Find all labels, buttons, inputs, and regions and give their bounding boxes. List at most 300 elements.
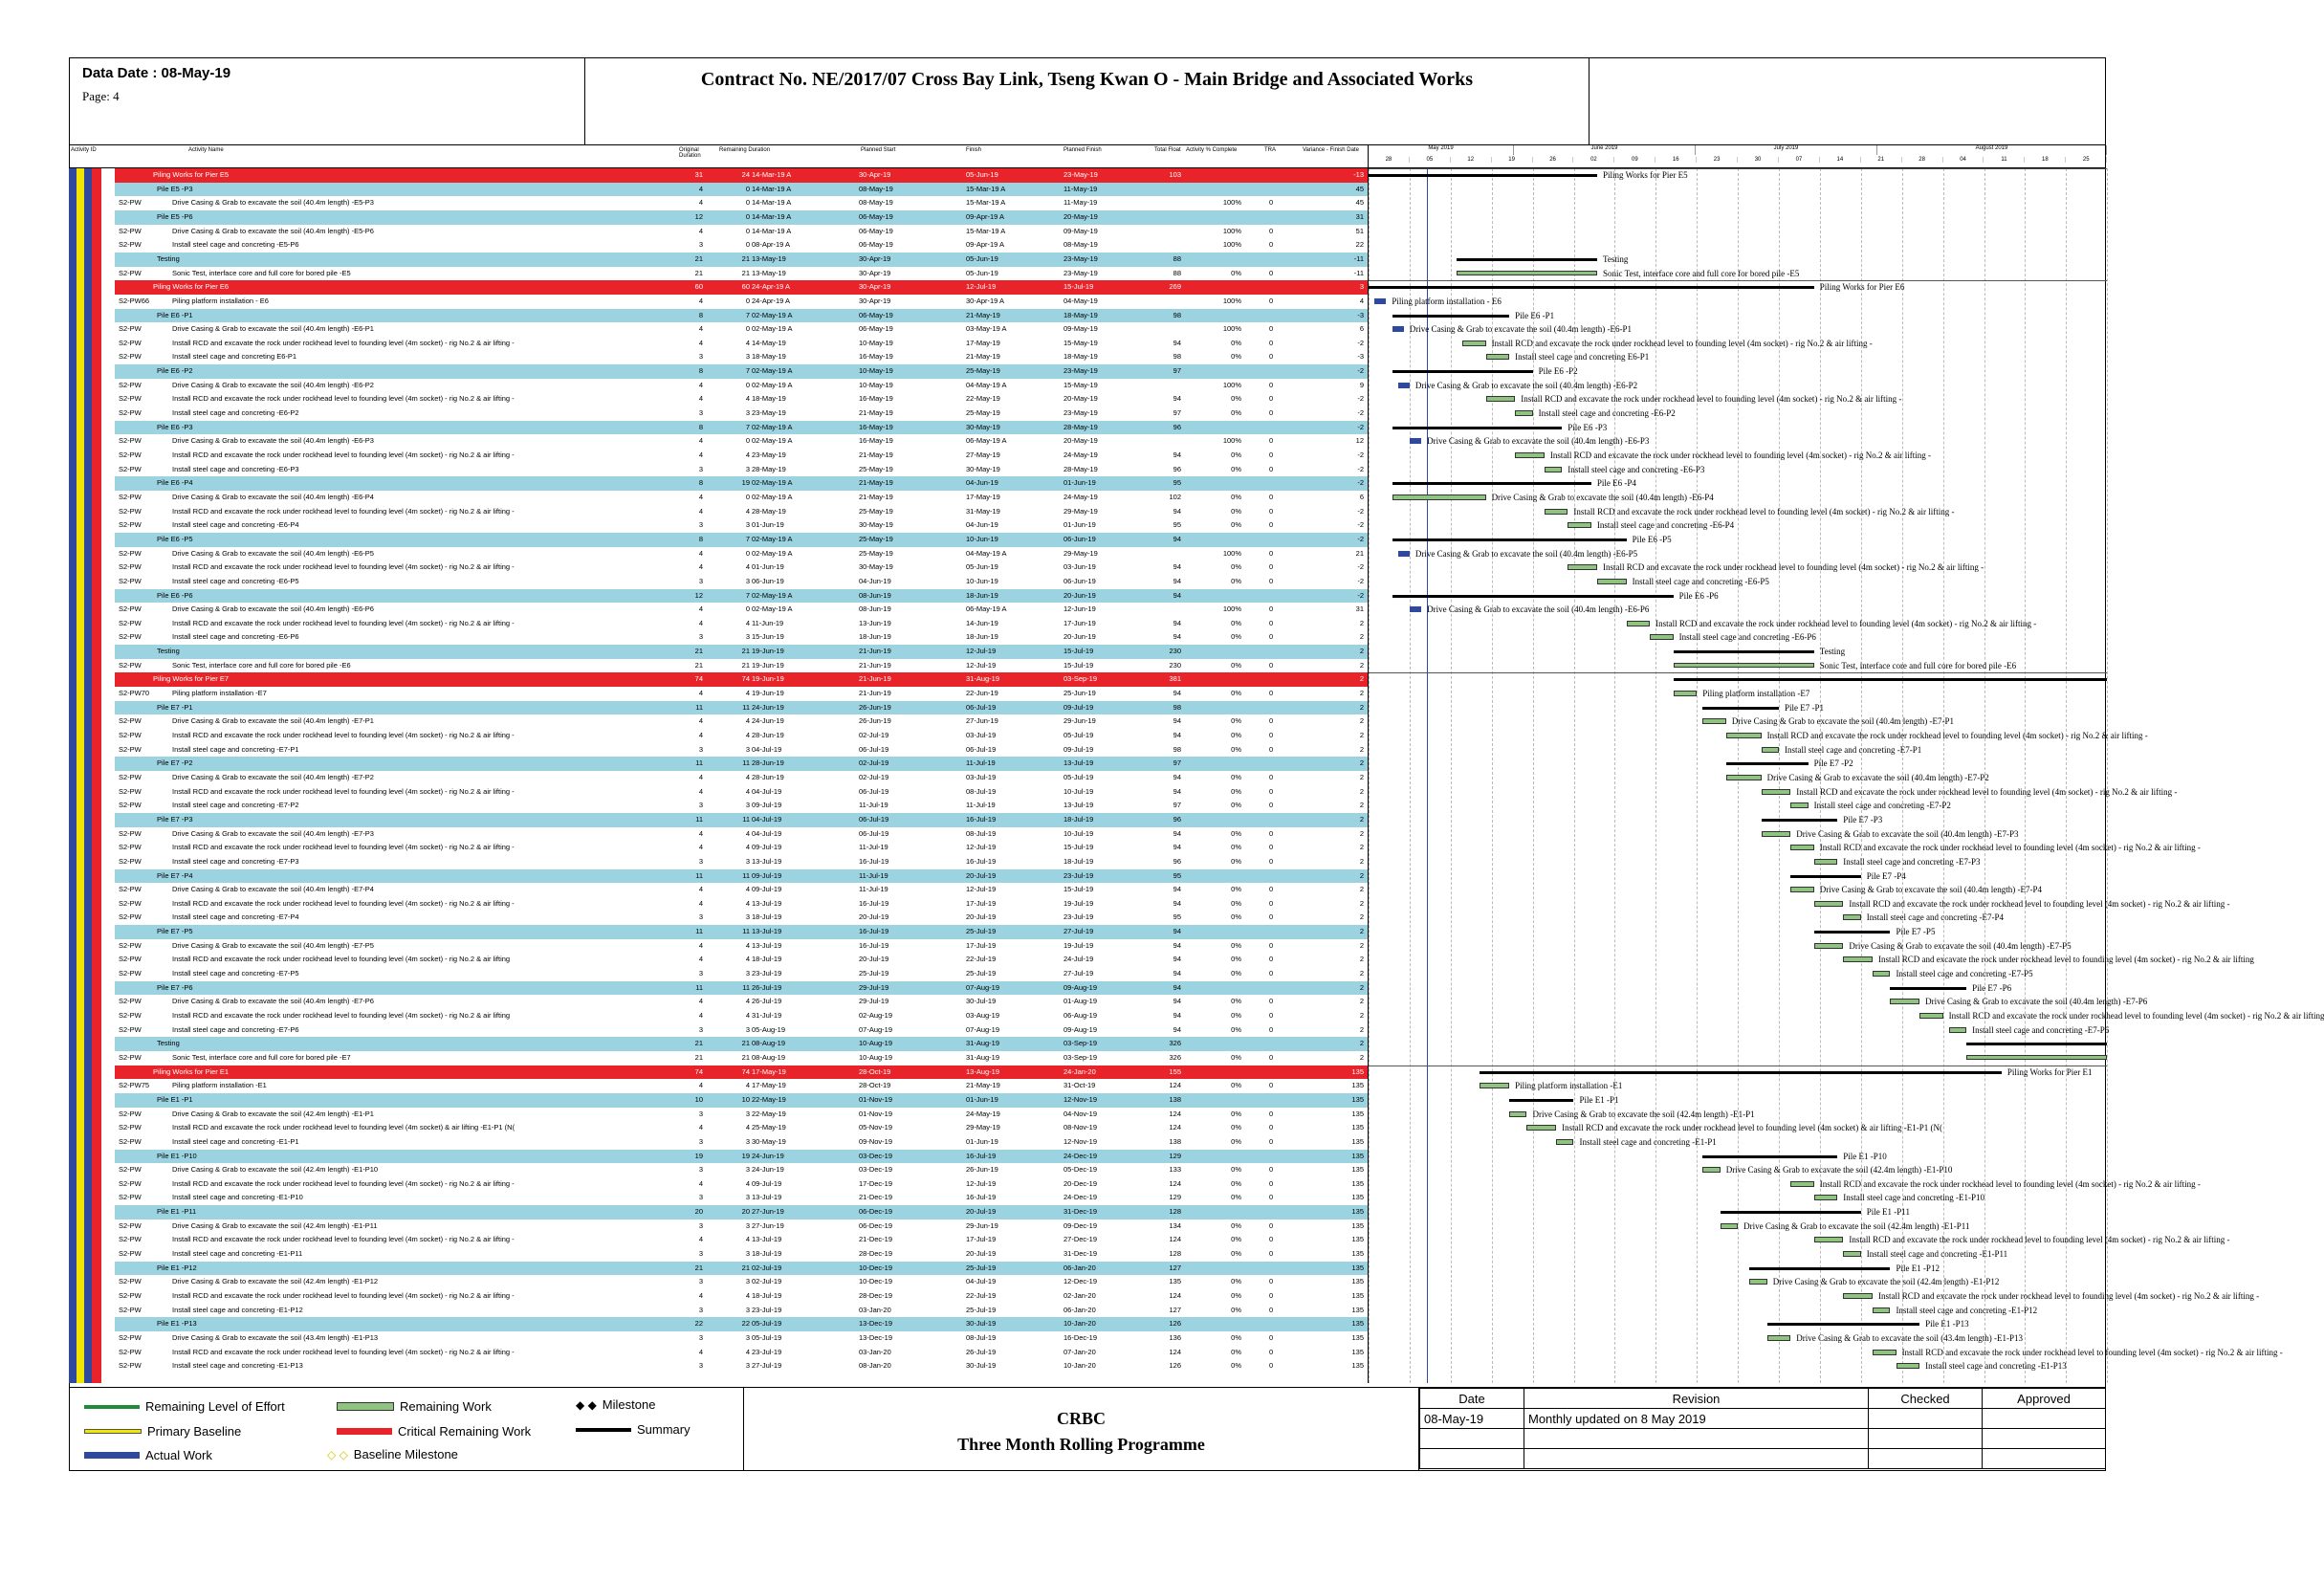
table-row[interactable] [69, 953, 1368, 967]
cell-tf: 133 [1169, 1165, 1181, 1175]
remaining-work-bar[interactable] [1843, 956, 1873, 962]
cell-ps: 21-Jun-19 [859, 660, 891, 670]
summary-bar[interactable] [1369, 174, 1597, 177]
remaining-work-bar[interactable] [1674, 691, 1698, 696]
cell-rd: 3 [745, 1024, 750, 1034]
summary-bar[interactable] [1392, 482, 1591, 485]
table-row[interactable] [69, 1359, 1368, 1373]
table-row[interactable] [69, 771, 1368, 785]
cell-ps: 08-Jun-19 [859, 590, 891, 600]
summary-bar[interactable] [1814, 931, 1891, 934]
cell-fi: 05-Jun-19 [966, 253, 998, 263]
remaining-work-bar[interactable] [1480, 1083, 1509, 1088]
cell-st: 02-May-19 A [752, 604, 793, 614]
cell-st: 19-Jun-19 [752, 674, 784, 684]
cell-rd: 3 [745, 632, 750, 642]
remaining-work-bar[interactable] [1814, 859, 1838, 865]
cell-rd: 4 [745, 828, 750, 838]
table-row[interactable] [69, 196, 1368, 210]
table-row[interactable] [69, 1079, 1368, 1093]
gantt-gridline [1655, 168, 1656, 1383]
wbs-row[interactable] [115, 701, 1368, 715]
remaining-work-bar[interactable] [1896, 1363, 1920, 1369]
remaining-work-bar[interactable] [1702, 718, 1726, 724]
table-row[interactable] [69, 406, 1368, 421]
gantt-bar-label: Piling Works for Pier E6 [1819, 282, 1905, 293]
table-row[interactable] [69, 1191, 1368, 1205]
wbs-row[interactable] [115, 1317, 1368, 1331]
remaining-work-bar[interactable] [1545, 467, 1562, 472]
remaining-work-bar[interactable] [1702, 1167, 1720, 1173]
table-row[interactable] [69, 575, 1368, 589]
gantt-bar-label: Install steel cage and concreting -E7-P1 [1785, 744, 1922, 755]
table-row[interactable] [69, 939, 1368, 954]
cell-st: 06-Jun-19 [752, 576, 784, 585]
cell-id: S2-PW [119, 1305, 142, 1314]
cell-pc: 0% [1231, 744, 1241, 754]
critical-summary-row[interactable] [115, 168, 1368, 183]
week-label: 21 [1861, 157, 1902, 163]
wbs-row[interactable] [115, 309, 1368, 323]
cell-fi: 30-Jul-19 [966, 1361, 997, 1371]
wbs-row[interactable] [115, 1205, 1368, 1219]
remaining-work-bar[interactable] [1515, 452, 1545, 458]
remaining-work-bar[interactable] [1843, 1293, 1873, 1299]
legend-actual-work: Actual Work [84, 1448, 212, 1462]
actual-work-bar[interactable] [1374, 298, 1386, 304]
table-row[interactable] [69, 267, 1368, 281]
cell-id: S2-PW [119, 731, 142, 739]
table-row[interactable] [69, 1121, 1368, 1135]
cell-tf: 98 [1173, 310, 1181, 319]
legend-summary: Summary [576, 1422, 691, 1437]
cell-pf: 06-Jan-20 [1063, 1305, 1096, 1314]
table-row[interactable] [69, 491, 1368, 505]
table-row[interactable] [69, 827, 1368, 842]
summary-bar[interactable] [1392, 427, 1563, 429]
remaining-work-bar[interactable] [1814, 943, 1844, 949]
remaining-work-bar[interactable] [1767, 1335, 1791, 1341]
summary-bar[interactable] [1966, 1043, 2107, 1045]
remaining-work-bar[interactable] [1790, 1181, 1814, 1187]
table-row[interactable] [69, 337, 1368, 351]
cell-id: S2-PW [119, 338, 142, 347]
wbs-row[interactable] [115, 925, 1368, 939]
rev-header-date: Date [1420, 1389, 1524, 1409]
week-label: 12 [1451, 157, 1492, 163]
remaining-work-bar[interactable] [1814, 901, 1844, 907]
summary-bar[interactable] [1790, 875, 1861, 878]
header-info [69, 57, 585, 145]
cell-name: Install RCD and excavate the rock under rockhead level to founding level (4m socket) - rig No.2 & air lifting - [172, 898, 515, 908]
table-row[interactable] [69, 617, 1368, 631]
table-row[interactable] [69, 1135, 1368, 1150]
cell-var: -2 [1357, 506, 1364, 516]
table-row[interactable] [69, 225, 1368, 239]
cell-pf: 01-Aug-19 [1063, 997, 1098, 1006]
cell-pf: 05-Jul-19 [1063, 772, 1094, 781]
cell-pf: 09-Dec-19 [1063, 1220, 1098, 1230]
cell-rd: 0 [745, 211, 750, 221]
cell-od: 8 [698, 478, 703, 488]
cell-od: 4 [698, 380, 703, 389]
table-row[interactable] [69, 547, 1368, 561]
cell-rd: 4 [745, 843, 750, 852]
summary-bar[interactable] [1890, 987, 1966, 990]
cell-id: S2-PW [119, 562, 142, 572]
table-row[interactable] [69, 463, 1368, 477]
cell-pf: 23-Jul-19 [1063, 912, 1094, 922]
cell-tra: 0 [1269, 1109, 1274, 1118]
cell-var: 2 [1359, 1011, 1364, 1020]
cell-pf: 24-May-19 [1063, 450, 1098, 459]
wbs-row[interactable] [115, 589, 1368, 604]
table-row[interactable] [69, 659, 1368, 673]
cell-id: S2-PW66 [119, 296, 150, 305]
remaining-work-bar[interactable] [1674, 663, 1814, 668]
remaining-work-bar[interactable] [1790, 887, 1814, 892]
remaining-work-bar[interactable] [1509, 1111, 1526, 1117]
table-row[interactable] [69, 687, 1368, 701]
cell-rd: 0 [745, 184, 750, 193]
actual-work-bar[interactable] [1398, 551, 1410, 557]
table-row[interactable] [69, 560, 1368, 575]
table-row[interactable] [69, 1219, 1368, 1234]
table-row[interactable] [69, 883, 1368, 897]
actual-work-bar[interactable] [1410, 438, 1421, 444]
table-row[interactable] [69, 1108, 1368, 1122]
wbs-row[interactable] [115, 533, 1368, 547]
cell-id: S2-PW70 [119, 689, 150, 698]
cell-od: 3 [698, 1193, 703, 1202]
table-row[interactable] [69, 630, 1368, 645]
week-label: 25 [2066, 157, 2107, 163]
table-row[interactable] [69, 995, 1368, 1009]
remaining-work-bar[interactable] [1814, 1237, 1844, 1242]
cell-rd: 0 [745, 436, 750, 446]
cell-pf: 24-Jan-20 [1063, 1066, 1096, 1076]
summary-bar[interactable] [1392, 370, 1533, 373]
remaining-work-bar[interactable] [1486, 396, 1516, 402]
cell-tf: 230 [1169, 647, 1181, 656]
summary-bar[interactable] [1762, 819, 1838, 822]
cell-ps: 25-May-19 [859, 548, 893, 558]
wbs-row[interactable] [115, 813, 1368, 827]
cell-pc: 0% [1231, 898, 1241, 908]
remaining-work-bar[interactable] [1762, 747, 1779, 753]
wbs-row[interactable] [115, 476, 1368, 491]
cell-tra: 0 [1269, 1081, 1274, 1090]
wbs-row[interactable] [115, 183, 1368, 197]
remaining-work-bar[interactable] [1762, 789, 1791, 795]
cell-rd: 10 [741, 1094, 750, 1104]
remaining-work-bar[interactable] [1462, 341, 1486, 346]
table-row[interactable] [69, 1163, 1368, 1177]
summary-bar[interactable] [1392, 538, 1627, 541]
gantt-gridline [1492, 168, 1493, 1383]
wbs-row[interactable] [115, 253, 1368, 267]
cell-od: 4 [698, 716, 703, 726]
cell-tf: 97 [1173, 408, 1181, 418]
gantt-bar-label: Pile E1 -P12 [1896, 1263, 1940, 1273]
cell-ps: 08-May-19 [859, 184, 893, 193]
cell-st: 02-May-19 A [752, 534, 793, 543]
cell-fi: 31-Aug-19 [966, 1052, 1000, 1062]
table-row[interactable] [69, 1275, 1368, 1289]
remaining-work-bar[interactable] [1726, 733, 1762, 738]
cell-pf: 23-May-19 [1063, 268, 1098, 277]
cell-fi: 16-Jul-19 [966, 1151, 997, 1160]
gantt-bar-label: Drive Casing & Grab to excavate the soil (43.4m length) -E1-P13 [1796, 1332, 2023, 1343]
remaining-work-bar[interactable] [1873, 971, 1890, 977]
gantt-bar-label: Install steel cage and concreting -E1-P13 [1925, 1361, 2067, 1372]
table-row[interactable] [69, 392, 1368, 406]
table-row[interactable] [69, 1304, 1368, 1318]
cell-pc: 100% [1222, 198, 1241, 208]
table-row[interactable] [69, 841, 1368, 855]
remaining-work-bar[interactable] [1457, 271, 1597, 275]
cell-st: 04-Jul-19 [752, 786, 782, 796]
cell-var: -3 [1357, 310, 1364, 319]
cell-tf: 135 [1169, 1277, 1181, 1286]
wbs-row[interactable] [115, 981, 1368, 996]
cell-tf: 269 [1169, 282, 1181, 292]
cell-st: 11-Jun-19 [752, 618, 784, 627]
remaining-work-bar[interactable] [1919, 1013, 1943, 1019]
table-row[interactable] [69, 1051, 1368, 1066]
remaining-work-bar[interactable] [1556, 1139, 1573, 1145]
cell-od: 4 [698, 1011, 703, 1020]
gantt-bar-label: Drive Casing & Grab to excavate the soil (40.4m length) -E7-P5 [1849, 940, 2072, 951]
cell-pc: 0% [1231, 955, 1241, 964]
cell-id: S2-PW [119, 604, 142, 614]
table-row[interactable] [69, 714, 1368, 729]
cell-rd: 11 [742, 927, 750, 936]
cell-st: 22-May-19 [752, 1109, 786, 1118]
table-row[interactable] [69, 785, 1368, 800]
cell-id: S2-PW [119, 408, 142, 418]
table-row[interactable] [69, 1331, 1368, 1346]
cell-ps: 29-Jul-19 [859, 997, 889, 1006]
gantt-bar-label: Drive Casing & Grab to excavate the soil (40.4m length) -E6-P3 [1427, 436, 1650, 447]
gantt-bar-label: Install RCD and excavate the rock under rockhead level to founding level (4m socket) - rig No.2 & air lifting - [1796, 786, 2178, 797]
remaining-work-bar[interactable] [1392, 494, 1486, 500]
table-row[interactable] [69, 350, 1368, 364]
table-row[interactable] [69, 449, 1368, 463]
remaining-work-bar[interactable] [1873, 1307, 1890, 1313]
critical-summary-row[interactable] [115, 280, 1368, 295]
table-row[interactable] [69, 434, 1368, 449]
cell-id: S2-PW [119, 436, 142, 446]
cell-ps: 06-May-19 [859, 324, 893, 334]
table-row[interactable] [69, 967, 1368, 981]
actual-work-bar[interactable] [1392, 326, 1404, 332]
remaining-work-bar[interactable] [1966, 1055, 2107, 1060]
summary-bar[interactable] [1457, 258, 1597, 261]
timeline-header [1368, 145, 2106, 168]
summary-bar[interactable] [1721, 1211, 1861, 1214]
gantt-bar-label: Install steel cage and concreting -E7-P2 [1813, 801, 1951, 811]
cell-fi: 04-May-19 A [966, 380, 1007, 389]
table-row[interactable] [69, 1023, 1368, 1038]
cell-rd: 4 [745, 955, 750, 964]
cell-pc: 100% [1222, 240, 1241, 250]
cell-fi: 06-Jul-19 [966, 744, 997, 754]
table-row[interactable] [69, 238, 1368, 253]
cell-var: 2 [1359, 744, 1364, 754]
cell-fi: 30-Jul-19 [966, 997, 997, 1006]
remaining-work-bar[interactable] [1526, 1125, 1556, 1131]
table-row[interactable] [69, 1233, 1368, 1247]
cell-pf: 19-Jul-19 [1063, 940, 1094, 950]
remaining-work-bar[interactable] [1721, 1223, 1738, 1229]
cell-ps: 03-Jan-20 [859, 1305, 891, 1314]
cell-fi: 30-May-19 [966, 422, 1000, 431]
table-row[interactable] [69, 855, 1368, 869]
cell-ps: 10-May-19 [859, 380, 893, 389]
table-row[interactable] [69, 1346, 1368, 1360]
remaining-work-bar[interactable] [1515, 410, 1532, 416]
summary-bar[interactable] [1726, 762, 1809, 765]
cell-st: 13-Jul-19 [752, 927, 782, 936]
table-row[interactable] [69, 911, 1368, 925]
wbs-row[interactable] [115, 364, 1368, 379]
remaining-work-bar[interactable] [1890, 999, 1919, 1004]
gantt-bar-label: Drive Casing & Grab to excavate the soil (42.4m length) -E1-P12 [1772, 1277, 2000, 1287]
programme-name: Three Month Rolling Programme [957, 1435, 1205, 1454]
summary-bar[interactable] [1674, 650, 1814, 653]
cell-pf: 29-May-19 [1063, 506, 1098, 516]
summary-bar[interactable] [1369, 286, 1814, 289]
cell-tf: 96 [1173, 856, 1181, 866]
table-row[interactable] [69, 729, 1368, 743]
remaining-work-bar[interactable] [1568, 522, 1591, 528]
gantt-bar-label: Install RCD and excavate the rock under rockhead level to founding level (4m socket) - rig No.2 & air lifting - [1521, 394, 1902, 405]
table-row[interactable] [69, 603, 1368, 617]
remaining-work-bar[interactable] [1762, 831, 1791, 837]
remaining-work-bar[interactable] [1545, 509, 1568, 515]
wbs-row[interactable] [115, 1262, 1368, 1276]
cell-pf: 12-Nov-19 [1063, 1136, 1098, 1146]
table-row[interactable] [69, 505, 1368, 519]
cell-tra: 0 [1269, 856, 1274, 866]
cell-tf: 94 [1173, 394, 1181, 404]
cell-id: S2-PW [119, 240, 142, 250]
cell-id: S2-PW [119, 226, 142, 235]
gantt-bar-label: Pile E6 -P1 [1515, 310, 1555, 320]
cell-fi: 08-Jul-19 [966, 828, 997, 838]
week-label: 14 [1820, 157, 1861, 163]
cell-od: 11 [695, 927, 703, 936]
summary-bar[interactable] [1702, 707, 1779, 710]
remaining-work-bar[interactable] [1843, 1251, 1860, 1257]
remaining-work-bar[interactable] [1790, 802, 1808, 808]
table-row[interactable] [69, 322, 1368, 337]
cell-st: 02-May-19 A [752, 436, 793, 446]
actual-work-bar[interactable] [1398, 383, 1410, 388]
cell-ps: 30-Apr-19 [859, 170, 891, 179]
remaining-work-bar[interactable] [1749, 1279, 1766, 1285]
cell-ps: 30-May-19 [859, 562, 893, 572]
remaining-work-bar[interactable] [1814, 1195, 1838, 1200]
cell-pc: 0% [1231, 576, 1241, 585]
critical-summary-row[interactable] [115, 1066, 1368, 1080]
summary-bar[interactable] [1767, 1323, 1919, 1326]
table-row[interactable] [69, 897, 1368, 912]
actual-work-bar[interactable] [1410, 606, 1421, 612]
table-row[interactable] [69, 518, 1368, 533]
table-row[interactable] [69, 799, 1368, 813]
cell-pf: 24-May-19 [1063, 492, 1098, 501]
remaining-work-bar[interactable] [1873, 1350, 1896, 1355]
cell-name: Install RCD and excavate the rock under rockhead level to founding level (4m socket) - rig No.2 & air lifting - [172, 562, 515, 572]
summary-bar[interactable] [1509, 1099, 1573, 1102]
cell-pf: 03-Sep-19 [1063, 674, 1098, 684]
summary-bar[interactable] [1674, 678, 2107, 681]
gantt-bar-label: Install steel cage and concreting -E6-P2 [1538, 408, 1676, 419]
summary-bar[interactable] [1480, 1071, 2001, 1074]
summary-bar[interactable] [1392, 315, 1510, 318]
wbs-row[interactable] [115, 1093, 1368, 1108]
wbs-row[interactable] [115, 210, 1368, 225]
remaining-work-bar[interactable] [1597, 579, 1627, 584]
cell-st: 13-Jul-19 [752, 1235, 782, 1244]
cell-pf: 29-Jun-19 [1063, 716, 1096, 726]
remaining-work-bar[interactable] [1650, 634, 1674, 640]
wbs-row[interactable] [115, 1037, 1368, 1051]
cell-ps: 06-May-19 [859, 240, 893, 250]
remaining-work-bar[interactable] [1790, 845, 1814, 850]
remaining-work-bar[interactable] [1843, 914, 1860, 920]
wbs-row[interactable] [115, 869, 1368, 884]
wbs-row[interactable] [115, 757, 1368, 771]
summary-bar[interactable] [1392, 595, 1674, 598]
cell-st: 02-May-19 A [752, 324, 793, 334]
table-row[interactable] [69, 1177, 1368, 1192]
wbs-row[interactable] [115, 421, 1368, 435]
cell-st: 02-Jul-19 [752, 1263, 782, 1272]
table-row[interactable] [69, 379, 1368, 393]
summary-bar[interactable] [1702, 1155, 1837, 1158]
remaining-work-bar[interactable] [1949, 1027, 1966, 1033]
wbs-row[interactable] [115, 1150, 1368, 1164]
table-row[interactable] [69, 1247, 1368, 1262]
cell-tf: 94 [1173, 1011, 1181, 1020]
cell-ps: 16-Jul-19 [859, 856, 889, 866]
remaining-work-bar[interactable] [1627, 621, 1651, 626]
cell-pf: 27-Dec-19 [1063, 1235, 1098, 1244]
cell-tra: 0 [1269, 744, 1274, 754]
table-row[interactable] [69, 743, 1368, 758]
remaining-work-bar[interactable] [1486, 354, 1510, 360]
wbs-row[interactable] [115, 645, 1368, 659]
cell-tf: 124 [1169, 1347, 1181, 1356]
remaining-work-bar[interactable] [1568, 564, 1597, 570]
remaining-work-bar[interactable] [1726, 775, 1762, 780]
cell-st: 28-Jun-19 [752, 731, 784, 739]
table-row[interactable] [69, 1009, 1368, 1023]
table-row[interactable] [69, 295, 1368, 309]
critical-summary-row[interactable] [115, 672, 1368, 687]
summary-bar[interactable] [1749, 1267, 1890, 1270]
cell-var: 6 [1359, 324, 1364, 334]
cell-tf: 124 [1169, 1235, 1181, 1244]
cell-var: -2 [1357, 576, 1364, 585]
cell-ps: 25-Jul-19 [859, 969, 889, 978]
cell-id: S2-PW [119, 492, 142, 501]
col-total-float: Total Float [1154, 147, 1181, 153]
table-row[interactable] [69, 1289, 1368, 1304]
